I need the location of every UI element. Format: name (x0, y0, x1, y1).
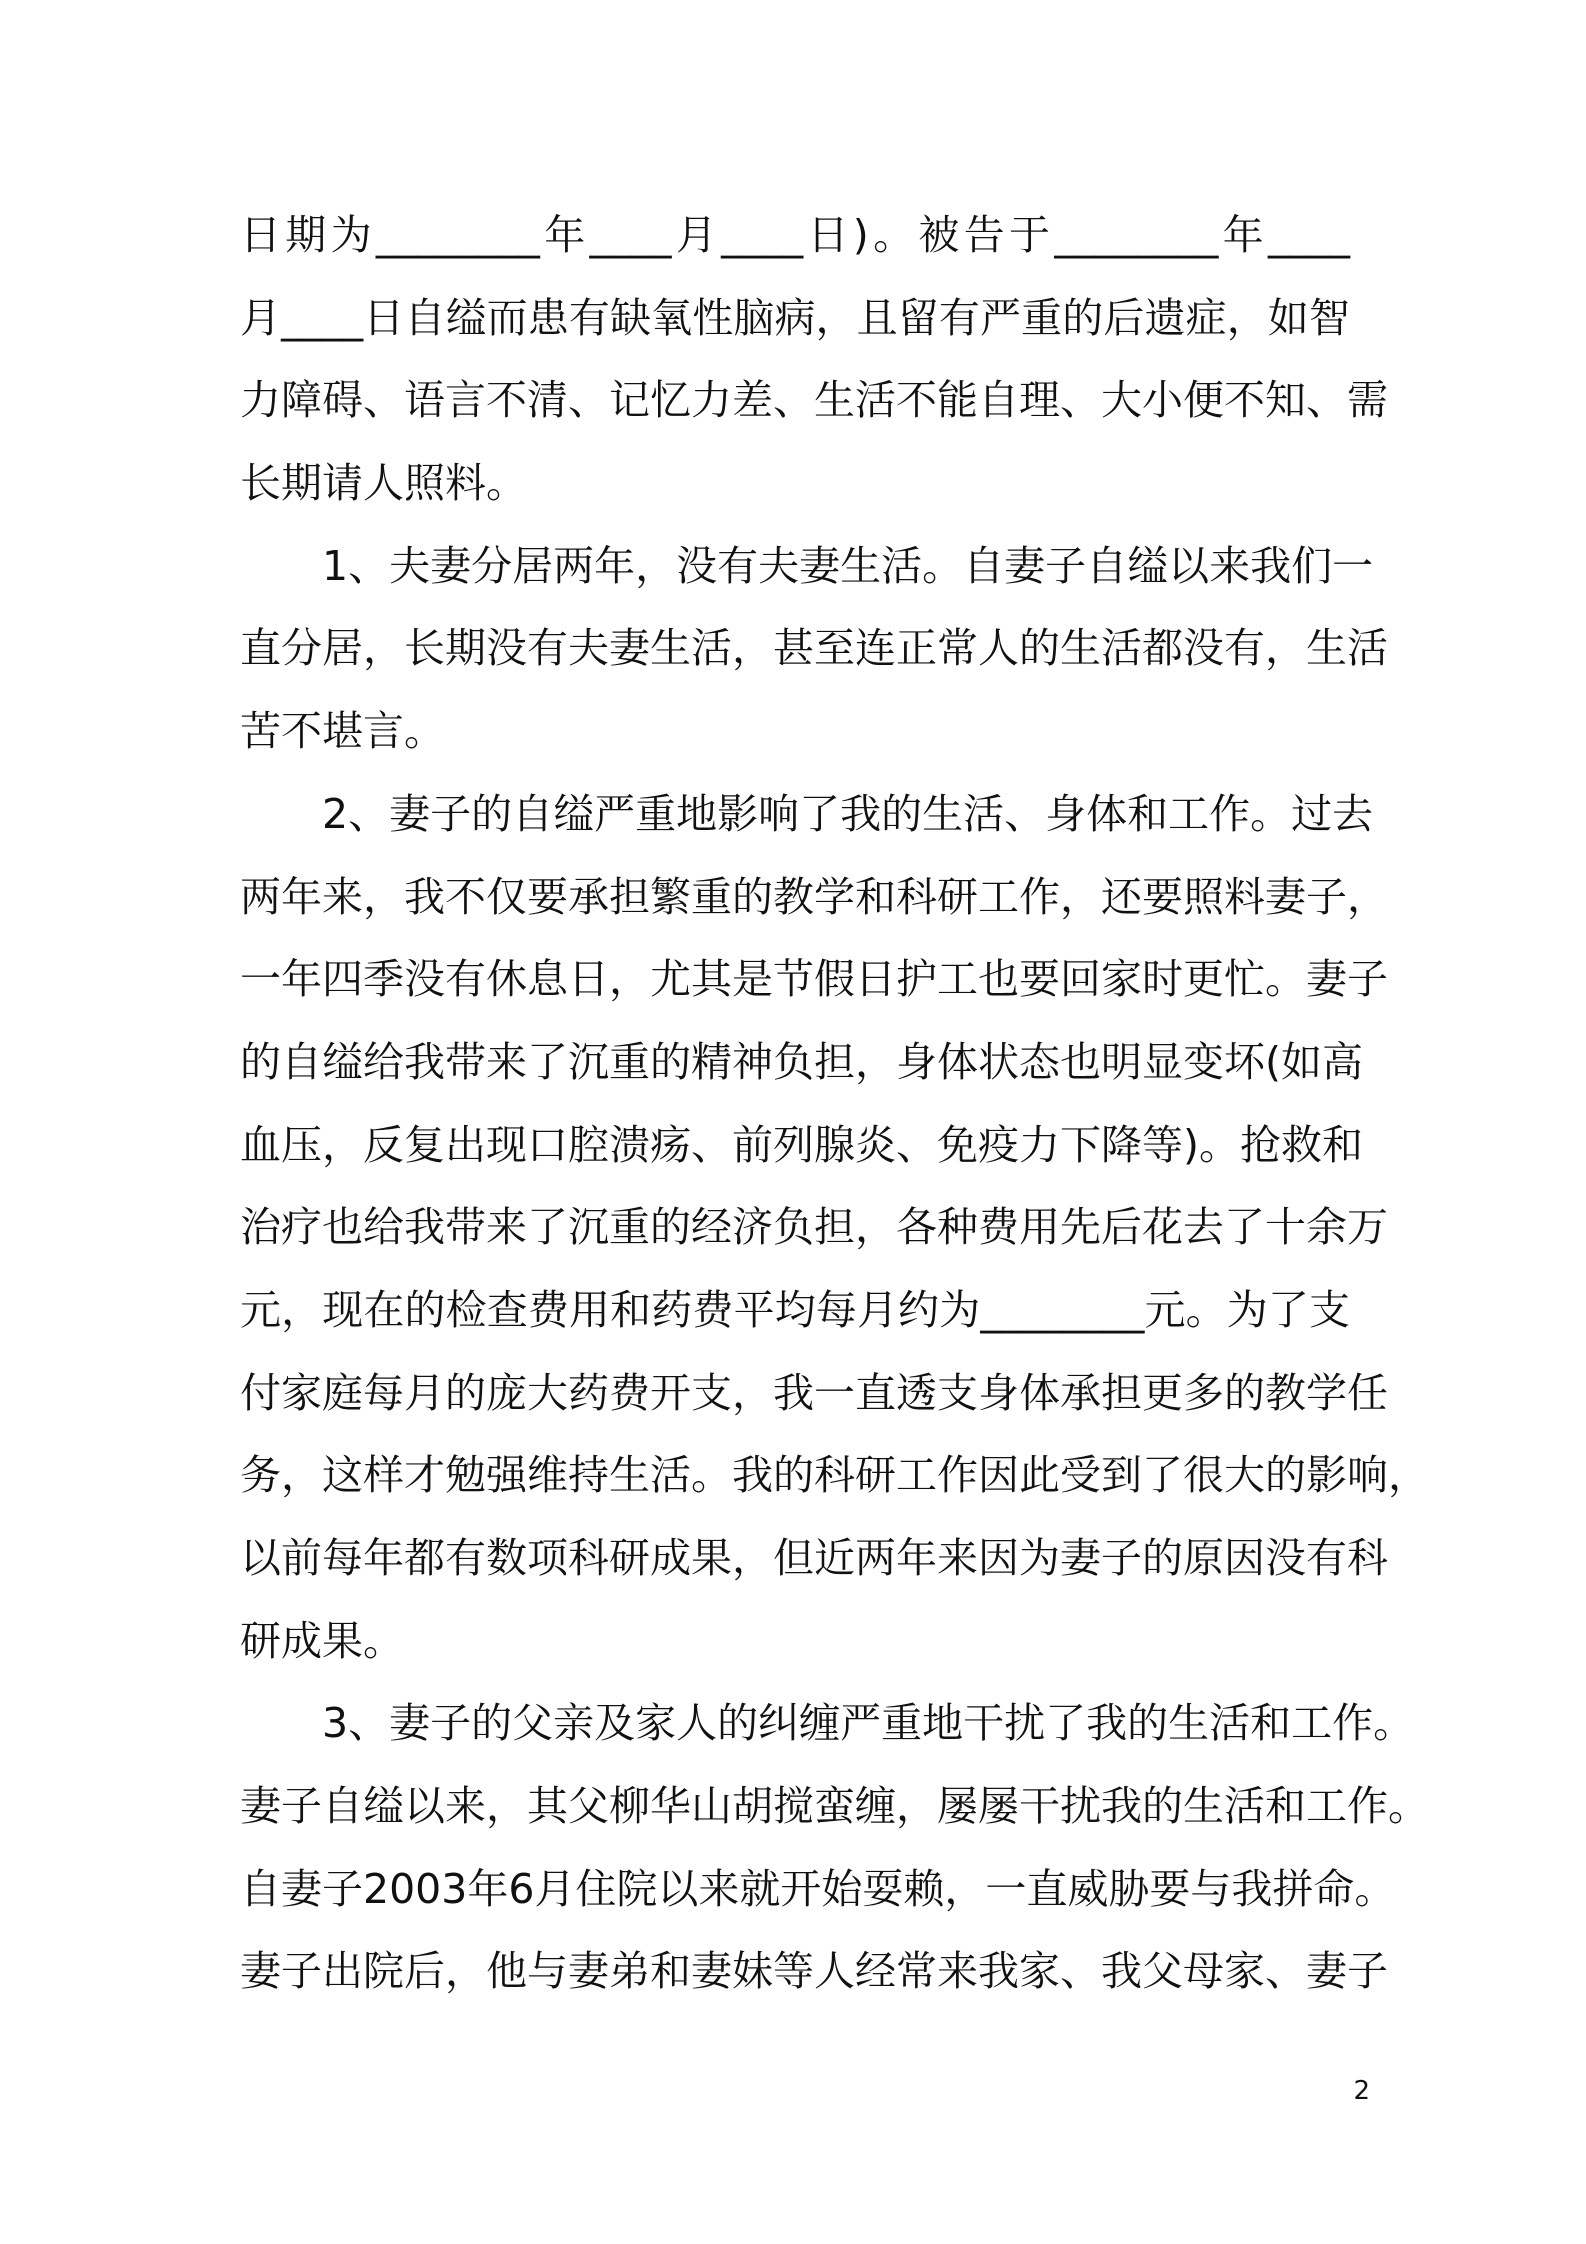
text-line: 月____日自缢而患有缺氧性脑病，且留有严重的后遗症，如智 (240, 293, 1350, 342)
text-line: 的自缢给我带来了沉重的精神负担，身体状态也明显变坏(如高 (240, 1037, 1363, 1086)
document-body (240, 194, 1429, 2013)
text-line: 以前每年都有数项科研成果，但近两年来因为妻子的原因没有科 (240, 1534, 1388, 1582)
paragraph-3-start: 3、妻子的父亲及家人的纠缠严重地干扰了我的生活和工作。 (322, 1699, 1415, 1748)
text-line: 一年四季没有休息日，尤其是节假日护工也要回家时更忙。妻子 (240, 955, 1388, 1004)
paragraph-1-start: 1、夫妻分居两年，没有夫妻生活。自妻子自缢以来我们一 (322, 541, 1374, 590)
page-number: 2 (1353, 2076, 1370, 2106)
text-line: 两年来，我不仅要承担繁重的教学和科研工作，还要照料妻子， (240, 872, 1388, 921)
text-line: 力障碍、语言不清、记忆力差、生活不能自理、大小便不知、需 (240, 376, 1388, 425)
text-line: 务，这样才勉强维持生活。我的科研工作因此受到了很大的影响， (240, 1451, 1429, 1500)
text-line: 日期为________年____月____日)。被告于________年____ (240, 211, 1350, 259)
text-line: 妻子出院后，他与妻弟和妻妹等人经常来我家、我父母家、妻子 (240, 1947, 1388, 1996)
text-line: 血压，反复出现口腔溃疡、前列腺炎、免疫力下降等)。抢救和 (240, 1120, 1363, 1169)
text-line: 自妻子2003年6月住院以来就开始耍赖，一直威胁要与我拼命。 (240, 1864, 1396, 1913)
text-line: 妻子自缢以来，其父柳华山胡搅蛮缠，屡屡干扰我的生活和工作。 (240, 1782, 1429, 1831)
text-line: 直分居，长期没有夫妻生活，甚至连正常人的生活都没有，生活 (240, 624, 1388, 673)
text-line: 长期请人照料。 (240, 459, 527, 508)
text-line: 治疗也给我带来了沉重的经济负担，各种费用先后花去了十余万 (240, 1203, 1388, 1252)
text-line: 元，现在的检查费用和药费平均每月约为________元。为了支 (240, 1285, 1350, 1334)
text-line: 苦不堪言。 (240, 707, 445, 756)
paragraph-2-start: 2、妻子的自缢严重地影响了我的生活、身体和工作。过去 (322, 789, 1374, 838)
text-line: 付家庭每月的庞大药费开支，我一直透支身体承担更多的教学任 (240, 1368, 1388, 1417)
text-line: 研成果。 (240, 1616, 404, 1665)
